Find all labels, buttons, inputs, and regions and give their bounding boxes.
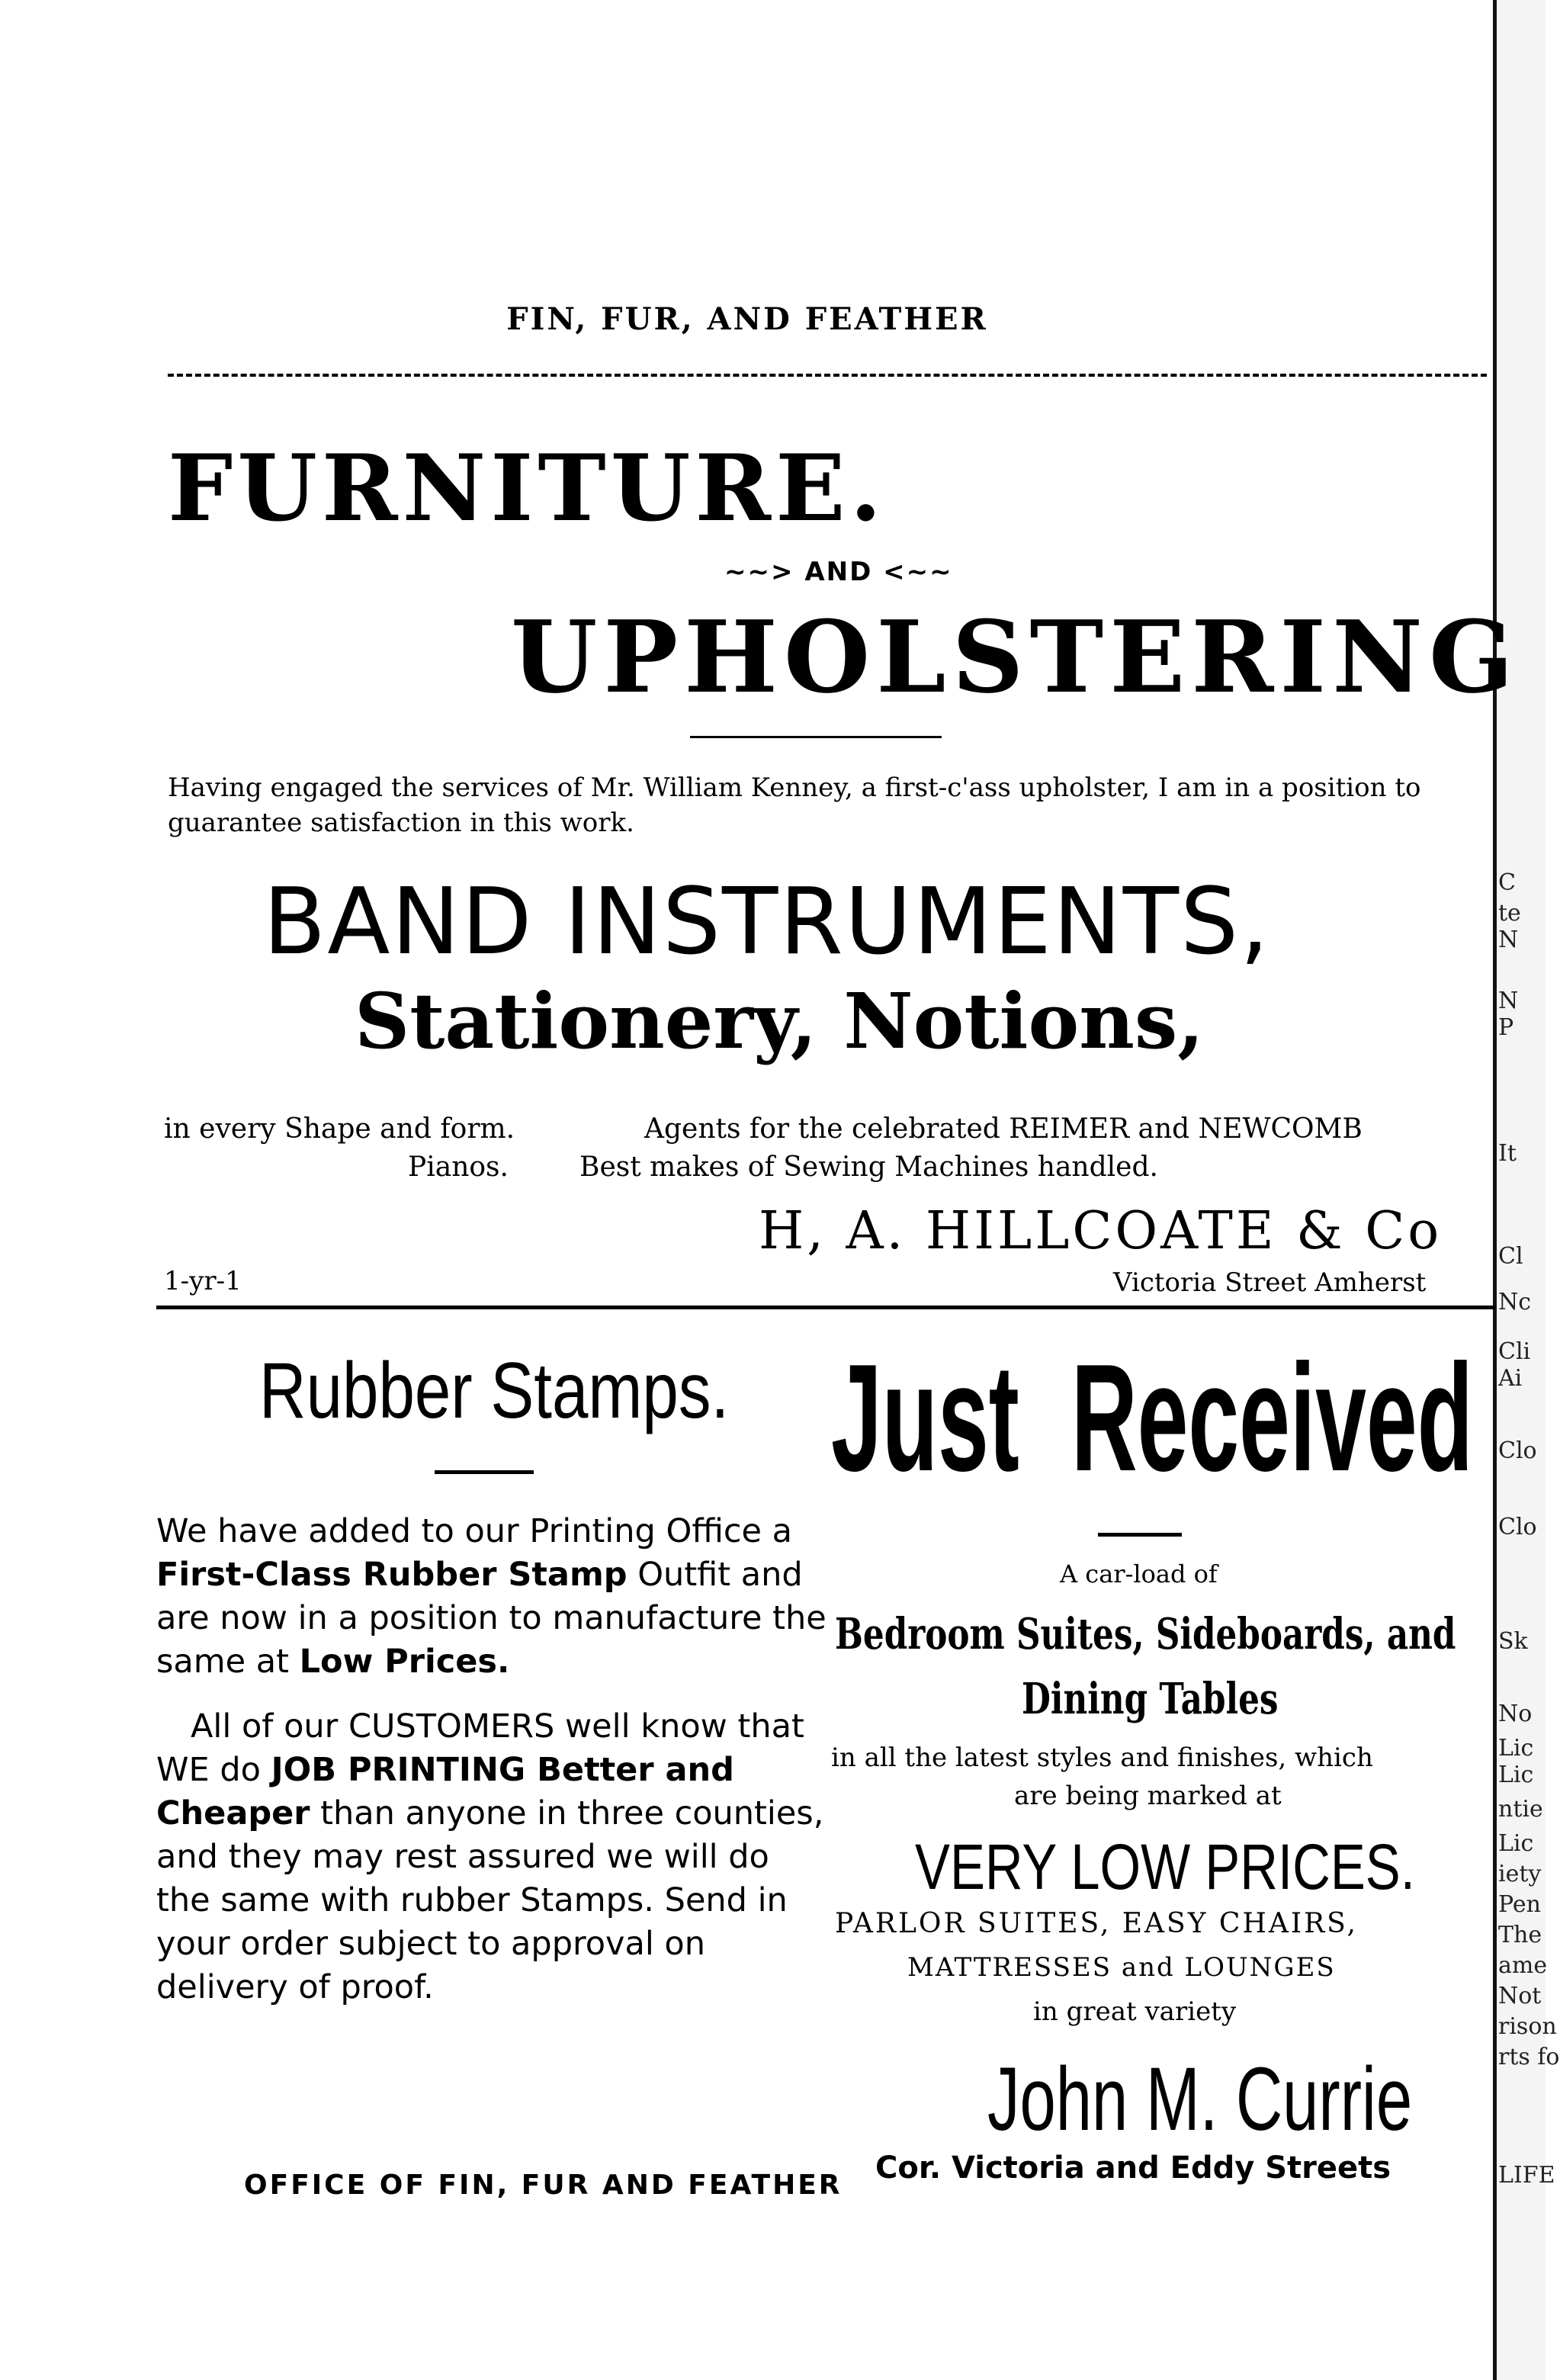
edge-fragment: Nc	[1498, 1289, 1532, 1315]
upholstering-heading: UPHOLSTERING	[511, 599, 1520, 715]
header-rule	[168, 374, 1487, 377]
edge-fragment: ame	[1498, 1952, 1548, 1979]
short-rule	[690, 736, 942, 738]
carload-line: A car-load of	[1060, 1559, 1218, 1588]
rubber-paragraph: We have added to our Printing Office a First-Class Rubber Stamp Outfit and are now in a position to manufacture the same at Low Prices.	[156, 1512, 827, 1681]
firm-address: Victoria Street Amherst	[1113, 1267, 1427, 1298]
dining-tables-line: Dining Tables	[1022, 1674, 1279, 1724]
edge-fragment: te	[1498, 900, 1521, 927]
sewing-machines-line: Best makes of Sewing Machines handled.	[579, 1151, 1158, 1183]
edge-fragment: Lic	[1498, 1830, 1534, 1857]
low-prices-heading: VERY LOW PRICES.	[915, 1831, 1415, 1903]
edge-fragment: P	[1498, 1014, 1514, 1041]
edge-fragment: Clo	[1498, 1437, 1537, 1464]
bedroom-suites-line: Bedroom Suites, Sideboards, and	[835, 1609, 1456, 1659]
received-heading: Received	[1071, 1333, 1473, 1503]
rubber-stamps-heading: Rubber Stamps.	[259, 1347, 730, 1435]
edge-fragment: N	[1498, 927, 1519, 953]
edge-fragment: N	[1498, 988, 1519, 1014]
edge-fragment: rts fo	[1498, 2044, 1560, 2070]
edge-fragment: LIFE	[1498, 2162, 1555, 2189]
band-instruments-heading: BAND INSTRUMENTS,	[263, 869, 1271, 975]
edge-fragment: Pen	[1498, 1891, 1541, 1918]
agents-line: Agents for the celebrated REIMER and NEWCOMB	[644, 1113, 1363, 1145]
edge-fragment: Cli	[1498, 1338, 1531, 1365]
edge-fragment: The	[1498, 1922, 1542, 1948]
firm-name: H, A. HILLCOATE & Co	[759, 1201, 1443, 1261]
furniture-heading: FURNITURE.	[168, 435, 887, 542]
edge-fragment: Lic	[1498, 1735, 1534, 1762]
edge-fragment: rison	[1498, 2013, 1557, 2040]
mattresses-line: MATTRESSES and LOUNGES	[907, 1952, 1336, 1983]
merchant-address: Cor. Victoria and Eddy Streets	[875, 2150, 1391, 2186]
running-head: FIN, FUR, AND FEATHER	[506, 301, 988, 337]
upholstery-intro: Having engaged the services of Mr. William Kenney, a first-c'ass upholster, I am in a position to guarantee satisfaction in this work.	[168, 772, 1421, 838]
office-signature: OFFICE OF FIN, FUR AND FEATHER	[244, 2170, 843, 2201]
stationery-heading: Stationery, Notions,	[355, 976, 1205, 1066]
edge-fragment: Not	[1498, 1983, 1542, 2009]
latest-styles-line: in all the latest styles and finishes, which	[831, 1742, 1373, 1773]
short-rule	[1098, 1533, 1182, 1537]
and-ornament	[724, 557, 953, 587]
parlor-suites-line: PARLOR SUITES, EASY CHAIRS,	[835, 1908, 1359, 1939]
edge-fragment: It	[1498, 1140, 1517, 1167]
section-rule	[156, 1306, 1494, 1309]
and-label: AND	[804, 557, 873, 587]
edge-fragment: Sk	[1498, 1628, 1528, 1655]
edge-fragment: No	[1498, 1701, 1533, 1727]
rubber-stamps-body	[156, 1510, 827, 2031]
left-flourish: ~~>	[724, 557, 805, 587]
edge-fragment: ntie	[1498, 1796, 1543, 1823]
edge-fragment: Cl	[1498, 1243, 1523, 1270]
shape-line: in every Shape and form.	[164, 1113, 515, 1145]
edge-fragment: Lic	[1498, 1762, 1534, 1788]
variety-line: in great variety	[1033, 1996, 1237, 2027]
merchant-name: John M. Currie	[987, 2049, 1413, 2150]
edge-fragment: C	[1498, 869, 1516, 896]
rubber-paragraph: All of our CUSTOMERS well know that WE do JOB PRINTING Better and Cheaper than anyone in three counties, and they may rest assured we will do the same with rubber Stamps. Send in your order subject to approval on delivery of proof.	[156, 1707, 824, 2006]
marked-at-line: are being marked at	[1014, 1781, 1282, 1811]
edge-fragment: iety	[1498, 1861, 1542, 1887]
edge-fragment: Clo	[1498, 1514, 1537, 1540]
insertion-code: 1-yr-1	[164, 1266, 242, 1296]
just-heading: Just	[831, 1333, 1019, 1503]
right-flourish: <~~	[872, 557, 953, 587]
pianos-line: Pianos.	[408, 1151, 509, 1183]
short-rule	[435, 1470, 534, 1474]
edge-fragment: Ai	[1498, 1365, 1523, 1392]
